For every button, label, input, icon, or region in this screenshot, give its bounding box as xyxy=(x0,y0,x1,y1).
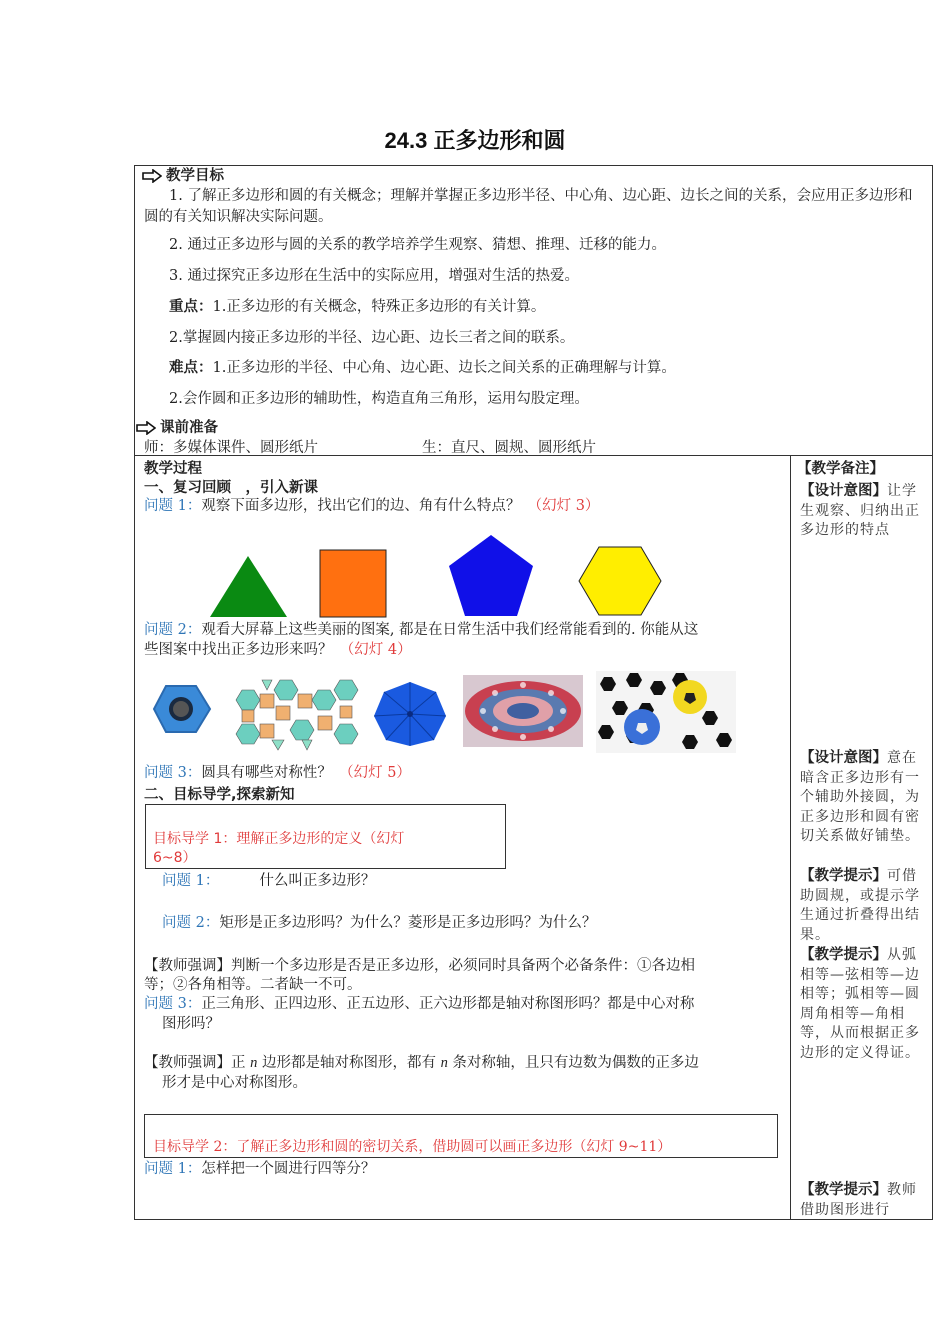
goal-1-question-3-cont: 图形吗？ xyxy=(162,1016,220,1032)
teacher-emphasis-2-cont: 形才是中心对称图形。 xyxy=(162,1075,307,1091)
key-point-2: 2.掌握圆内接正多边形的半径、边心距、边长三者之间的联系。 xyxy=(169,330,575,346)
goal-1-line-2: 6~8） xyxy=(153,850,197,866)
note-teaching-tip-2: 【教学提示】从弧相等—弦相等—边相等；弧相等—圆周角相等—角相等，从而根据正多边形的定义得证。 xyxy=(800,947,920,1061)
umbrella-photo xyxy=(372,680,448,748)
teacher-emphasis-1: 【教师强调】判断一个多边形是否是正多边形，必须同时具备两个必备条件：①各边相 xyxy=(144,958,695,974)
prep-teacher: 师：多媒体课件、圆形纸片 xyxy=(144,440,318,456)
triangle-shape xyxy=(210,556,287,617)
teacher-emphasis-1-cont: 等；②各角相等。二者缺一不可。 xyxy=(144,977,362,993)
objectives-heading: 教学目标 xyxy=(142,166,224,186)
tiling-pattern-photo xyxy=(232,676,362,754)
regular-polygons-figure xyxy=(200,530,670,622)
soccer-balls-photo xyxy=(596,671,736,753)
square-shape xyxy=(320,550,386,617)
note-design-intent-2: 【设计意图】意在暗含正多边形有一个辅助外接圆，为正多边形和圆有密切关系做好铺垫。 xyxy=(800,750,920,844)
goal-1-line-1: 目标导学 1：理解正多边形的定义（幻灯 xyxy=(153,831,405,847)
question-1: 问题 1：观察下面多边形，找出它们的边、角有什么特点？ （幻灯 3） xyxy=(144,498,600,514)
question-2-cont: 些图案中找出正多边形来吗？ （幻灯 4） xyxy=(144,642,412,658)
prep-student: 生：直尺、圆规、圆形纸片 xyxy=(422,440,596,456)
question-2: 问题 2：观看大屏幕上这些美丽的图案, 都是在日常生活中我们经常能看到的. 你能从这 xyxy=(144,622,699,638)
hex-nut-photo xyxy=(150,682,215,737)
goal-1-question-2: 问题 2：矩形是正多边形吗？为什么？菱形是正多边形吗？为什么？ xyxy=(162,915,597,931)
key-point-1: 重点：1.正多边形的有关概念，特殊正多边形的有关计算。 xyxy=(169,299,546,315)
objective-1: 1. 了解正多边形和圆的有关概念；理解并掌握正多边形半径、中心角、边心距、边长之间的关系，会应用正多边形和圆的有关知识解决实际问题。 xyxy=(144,188,913,225)
pentagon-shape xyxy=(449,535,533,616)
note-design-intent-1: 【设计意图】让学生观察、归纳出正多边形的特点 xyxy=(800,483,920,538)
question-3: 问题 3：圆具有哪些对称性？ （幻灯 5） xyxy=(144,765,411,781)
key-label: 重点： xyxy=(169,299,213,315)
section-2-heading: 二、目标导学,探索新知 xyxy=(144,787,295,803)
notes-heading: 【教学备注】 xyxy=(797,461,884,477)
note-teaching-tip-3: 【教学提示】教师借助图形进行 xyxy=(800,1182,917,1218)
difficulty-1: 难点：1.正多边形的半径、中心角、边心距、边长之间关系的正确理解与计算。 xyxy=(169,360,676,376)
goal-2-question-1: 问题 1：怎样把一个圆进行四等分？ xyxy=(144,1161,376,1177)
arrow-right-icon xyxy=(142,169,162,183)
prep-heading: 课前准备 xyxy=(136,418,218,438)
objective-2: 2. 通过正多边形与圆的关系的教学培养学生观察、猜想、推理、迁移的能力。 xyxy=(169,237,666,253)
goal-1-question-3: 问题 3：正三角形、正四边形、正五边形、正六边形都是轴对称图形吗？都是中心对称 xyxy=(144,996,695,1012)
hexagon-shape xyxy=(579,547,661,615)
page-title: 24.3 正多边形和圆 xyxy=(384,128,566,153)
difficulty-label: 难点： xyxy=(169,360,213,376)
goal-2-text: 目标导学 2：了解正多边形和圆的密切关系，借助圆可以画正多边形（幻灯 9~11） xyxy=(153,1139,672,1155)
note-teaching-tip-1: 【教学提示】可借助圆规，或提示学生通过折叠得出结果。 xyxy=(800,868,920,943)
teacher-emphasis-2: 【教师强调】正 n 边形都是轴对称图形，都有 n 条对称轴，且只有边数为偶数的正多边 xyxy=(144,1055,699,1071)
objective-3: 3. 通过探究正多边形在生活中的实际应用，增强对生活的热爱。 xyxy=(169,268,579,284)
section-1-heading: 一、复习回顾 ，引入新课 xyxy=(144,480,318,496)
table-column-divider xyxy=(790,455,791,1220)
goal-1-question-1: 问题 1： 什么叫正多边形？ xyxy=(162,873,376,889)
tiled-floor-photo xyxy=(463,675,583,747)
process-heading: 教学过程 xyxy=(144,461,202,477)
arrow-right-icon xyxy=(136,421,156,435)
difficulty-2: 2.会作圆和正多边形的辅助性，构造直角三角形，运用勾股定理。 xyxy=(169,391,589,407)
